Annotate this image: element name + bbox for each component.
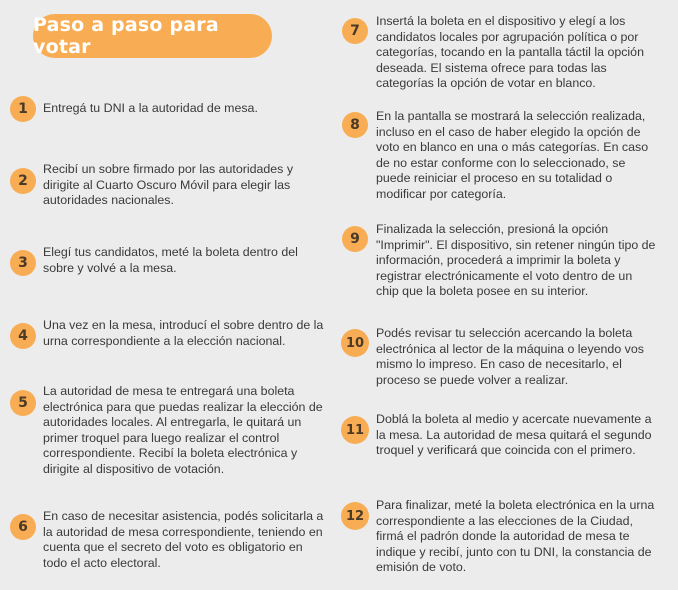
- step-number-badge: 2: [10, 168, 36, 194]
- step-number-badge: 3: [10, 250, 36, 276]
- step-text: Finalizada la selección, presioná la opción "Imprimir". El dispositivo, sin retener ningún tipo de información, procederá a imprimir la boleta y registrar electrónicamente el voto dentro de un chip que la boleta posee en su interior.: [376, 222, 656, 298]
- step-number-badge: 10: [341, 329, 369, 357]
- step-text: La autoridad de mesa te entregará una boleta electrónica para que puedas realizar la elección de autoridades locales. Al entregarla, le quitará un primer troquel para luego realizar el control correspondiente. Recibí la boleta electrónica y dirigite al dispositivo de votación.: [43, 384, 323, 476]
- step-text: En la pantalla se mostrará la selección realizada, incluso en el caso de haber elegido la opción de voto en blanco en una o más categorías. En caso de no estar conforme con lo seleccionado, se puede reiniciar el proceso en su totalidad o modificar por categoría.: [376, 109, 649, 201]
- step-text: Doblá la boleta al medio y acercate nuevamente a la mesa. La autoridad de mesa quitará el segundo troquel y verificará que coincida con el primero.: [376, 412, 652, 457]
- step-number-badge: 8: [342, 112, 368, 138]
- step-number-badge: 1: [10, 96, 36, 122]
- step-text: Para finalizar, meté la boleta electrónica en la urna correspondiente a las elecciones de la Ciudad, firmá el padrón donde la autoridad de mesa te indique y recibí, junto con tu DNI, la constancia de emisión de voto.: [376, 498, 655, 574]
- step-text: En caso de necesitar asistencia, podés solicitarla a la autoridad de mesa correspondiente, teniendo en cuenta que el secreto del voto es obligatorio en todo el acto electoral.: [43, 509, 324, 570]
- step-text: Entregá tu DNI a la autoridad de mesa.: [43, 101, 258, 115]
- step-number-badge: 6: [10, 514, 36, 540]
- step-text: Elegí tus candidatos, meté la boleta dentro del sobre y volvé a la mesa.: [43, 245, 298, 275]
- step-number-badge: 11: [341, 416, 369, 444]
- step-number-badge: 9: [342, 226, 368, 252]
- step-number-badge: 7: [342, 18, 368, 44]
- step-number-badge: 12: [341, 502, 369, 530]
- step-text: Insertá la boleta en el dispositivo y elegí a los candidatos locales por agrupación política o por categorías, tocando en la pantalla táctil la opción deseada. El sistema ofrece para todas las categorías la opción de votar en blanco.: [376, 14, 644, 90]
- step-number-badge: 5: [10, 390, 36, 416]
- step-number-badge: 4: [10, 323, 36, 349]
- step-text: Recibí un sobre firmado por las autoridades y dirigite al Cuarto Oscuro Móvil para elegir las autoridades nacionales.: [43, 162, 294, 207]
- step-text: Una vez en la mesa, introducí el sobre dentro de la urna correspondiente a la elección nacional.: [43, 318, 324, 348]
- page-title: Paso a paso para votar: [33, 14, 272, 58]
- step-text: Podés revisar tu selección acercando la boleta electrónica al lector de la máquina o leyendo vos mismo lo impreso. En caso de necesitarlo, el proceso se puede volver a realizar.: [376, 326, 644, 387]
